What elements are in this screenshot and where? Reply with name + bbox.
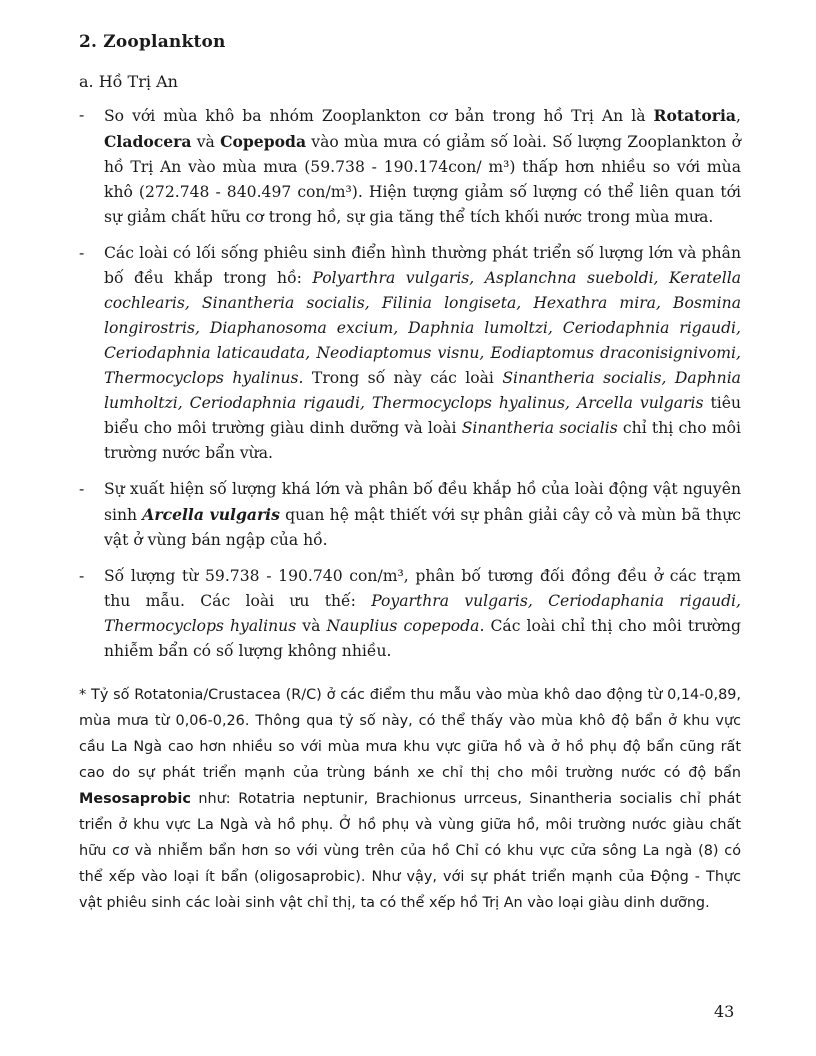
text-run: chỉ thị cho môi trường nước bẩn vừa. — [104, 419, 742, 462]
bullet-list — [79, 103, 741, 664]
bullet-item — [79, 477, 741, 553]
text-run: tiêu biểu cho môi trường giàu dinh dưỡng và loài — [104, 394, 741, 437]
species-name: Arcella vulgaris — [142, 505, 280, 524]
bullet-dash: - — [79, 244, 85, 262]
bullet-item — [79, 564, 741, 664]
species-name: Nauplius copepoda. — [326, 617, 485, 635]
bold-term: Cladocera — [104, 132, 192, 151]
species-list: Poyarthra vulgaris, Ceriodaphania rigaudi, Thermocyclops hyalinus — [104, 592, 741, 635]
bold-term: Mesosaprobic — [79, 791, 191, 807]
bold-term: Rotatoria — [653, 106, 737, 125]
text-run: So với mùa khô ba nhóm Zooplankton cơ bản trong hồ Trị An là — [104, 107, 654, 125]
text-run: , — [736, 107, 741, 125]
species-list: Polyarthra vulgaris, Asplanchna sueboldi, Keratella cochlearis, Sinantheria socialis, Filinia longiseta, Hexathra mira, Bosmina longirostris, Diaphanosoma excium, Daphnia lumoltzi, Ceriodaphnia rigaudi, Ceriodaphnia laticaudata, Neodiaptomus visnu, Eodiaptomus draconisignivomi, Thermocyclops hyalinus. — [104, 269, 741, 387]
text-run: Sự xuất hiện số lượng khá lớn và phân bố đều khắp hồ của loài động vật nguyên sinh — [104, 480, 741, 524]
paragraph-text — [104, 480, 741, 549]
text-run: Các loài có lối sống phiêu sinh điển hình thường phát triển số lượng lớn và phân bố đều khắp trong hồ: — [104, 244, 741, 287]
bullet-dash: - — [79, 480, 85, 498]
text-run: Các loài chỉ thị cho môi trường nhiễm bẩn có số lượng không nhiều. — [104, 617, 741, 660]
page-number: 43 — [714, 1002, 735, 1021]
text-run: và — [296, 617, 327, 635]
species-name: Sinantheria socialis — [461, 419, 618, 437]
bold-term: Copepoda — [220, 132, 307, 151]
paragraph-text — [104, 244, 741, 462]
text-run: Trong số này các loài — [303, 369, 503, 387]
text-run: * Tỷ số Rotatonia/Crustacea (R/C) ở các điểm thu mẫu vào mùa khô dao động từ 0,14-0,89, mùa mưa từ 0,06-0,26. Thông qua tỷ số này, có thể thấy vào mùa khô độ bẩn ở khu vực cầu La Ngà cao hơn nhiều so với mùa mưa khu vực giữa hồ và ở hồ phụ độ bẩn cũng rất cao do sự phát triển mạnh của trùng bánh xe chỉ thị cho môi trường nước có độ bẩn — [79, 687, 741, 781]
text-run: quan hệ mật thiết với sự phân giải cây cỏ và mùn bã thực vật ở vùng bán ngập của hồ. — [104, 506, 741, 549]
text-run: vào mùa mưa có giảm số loài. Số lượng Zooplankton ở hồ Trị An vào mùa mưa (59.738 - 190.174con/ m³) thấp hơn nhiều so với mùa khô (272.748 - 840.497 con/m³). Hiện tượng giảm số lượng có thể liên quan tới sự giảm chất hữu cơ trong hồ, sự gia tăng thể tích khối nước trong mùa mưa. — [104, 133, 741, 226]
text-run: Số lượng từ 59.738 - 190.740 con/m³, phân bố tương đối đồng đều ở các trạm thu mẫu. Các loài ưu thế: — [104, 567, 741, 610]
text-run: như: Rotatria neptunir, Brachionus urrceus, Sinantheria socialis chỉ phát triển ở khu vực La Ngà và hồ phụ. Ở hồ phụ và vùng giữa hồ, môi trường nước giàu chất hữu cơ và nhiễm bẩn hơn so với vùng trên của hồ Chỉ có khu vực cửa sông La ngà (8) có thể xếp vào loại ít bẩn (oligosaprobic). Như vậy, với sự phát triển mạnh của Động - Thực vật phiêu sinh các loài sinh vật chỉ thị, ta có thể xếp hồ Trị An vào loại giàu dinh dưỡng. — [79, 791, 741, 911]
bullet-dash: - — [79, 567, 85, 585]
bullet-item — [79, 103, 741, 230]
text-run: và — [191, 133, 221, 151]
species-list: Sinantheria socialis, Daphnia lumholtzi, Ceriodaphnia rigaudi, Thermocyclops hyalinus, Arcella vulgaris — [104, 369, 741, 412]
paragraph-text — [104, 567, 741, 660]
paragraph-text — [104, 107, 741, 226]
section-heading: 2. Zooplankton — [79, 32, 226, 52]
bullet-item — [79, 241, 741, 466]
subsection-heading: a. Hồ Trị An — [79, 72, 178, 91]
footnote-paragraph — [79, 682, 741, 916]
bullet-dash: - — [79, 106, 85, 124]
